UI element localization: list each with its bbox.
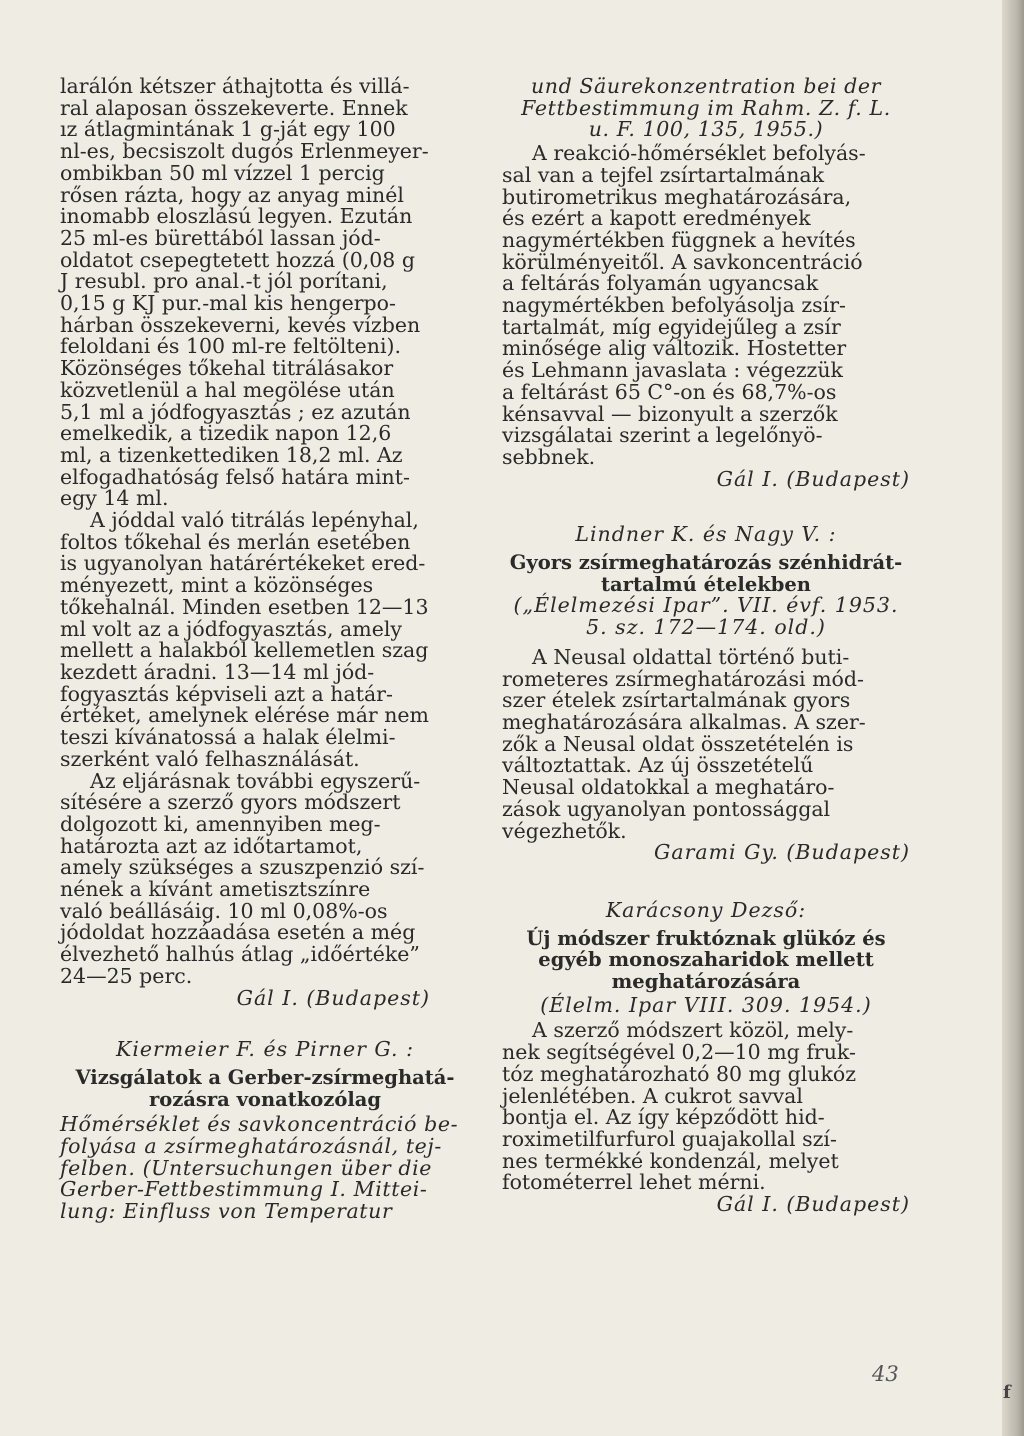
- text-line: értéket, amelynek elérése már nem: [60, 703, 429, 728]
- text-line: feloldani és 100 ml-re feltölteni).: [60, 334, 402, 359]
- text-line: közvetlenül a hal megölése után: [60, 377, 395, 402]
- subtitle-temperature-acid: [60, 1114, 470, 1223]
- text-line: nagymértékben befolyásolja zsír-: [502, 293, 846, 318]
- margin-mark: f: [1003, 1382, 1011, 1403]
- text-line: 5,1 ml a jódfogyasztás ; ez azután: [60, 399, 411, 424]
- text-line: dolgozott ki, amennyiben meg-: [60, 811, 381, 836]
- authors-kiermeier-pirner: Kiermeier F. és Pirner G. :: [116, 1037, 414, 1062]
- text-line: larálón kétszer áthajtotta és villá-: [60, 74, 410, 98]
- text-line: szerként való felhasználását.: [60, 746, 360, 771]
- text-line: tőkehalnál. Minden esetben 12—13: [60, 594, 429, 619]
- fish-freshness-para2: [60, 510, 470, 770]
- text-line: meghatározására: [611, 970, 801, 994]
- neusal-abstract-text: [502, 644, 910, 843]
- text-line: sítésére a szerző gyors módszert: [60, 790, 401, 815]
- text-line: mellett a halakból kellemetlen szag: [60, 638, 429, 663]
- text-line: und Säurekonzentration bei der: [530, 74, 882, 98]
- source-elelmezesi-ipar: [502, 595, 910, 638]
- text-line: ombikban 50 ml vízzel 1 percig: [60, 160, 385, 185]
- text-line: egyéb monoszaharidok mellett: [538, 948, 874, 972]
- fish-freshness-para3: [60, 768, 470, 988]
- fructose-abstract-text: [502, 1020, 910, 1194]
- signature-gal-2: Gál I. (Budapest): [716, 466, 910, 491]
- text-line: nl-es, becsiszolt dugós Erlenmeyer-: [60, 139, 429, 164]
- text-line: Új módszer fruktóznak glükóz és: [526, 926, 886, 950]
- text-line: rometeres zsírmeghatározási mód-: [502, 666, 864, 691]
- text-line: Gyors zsírmeghatározás szénhidrát-: [509, 551, 903, 575]
- text-line: Fettbestimmung im Rahm. Z. f. L.: [521, 95, 891, 120]
- text-line: roximetilfurfurol guajakollal szí-: [502, 1126, 837, 1151]
- text-line: sebbnek.: [502, 444, 596, 469]
- text-line: élvezhető halhús átlag „időértéke”: [60, 942, 420, 967]
- text-line: való beállásáig. 10 ml 0,08%-os: [60, 898, 388, 923]
- text-line: zások ugyanolyan pontossággal: [502, 796, 831, 821]
- text-line: A jóddal való titrálás lepényhal,: [90, 508, 419, 533]
- text-line: ml, a tizenkettediken 18,2 ml. Az: [60, 442, 403, 467]
- text-line: ız átlagmintának 1 g-ját egy 100: [60, 117, 396, 142]
- text-line: A szerző módszert közöl, mely-: [532, 1018, 854, 1043]
- text-line: a feltárás folyamán ugyancsak: [502, 271, 819, 296]
- text-line: elfogadhatóság felső határa mint-: [60, 464, 410, 489]
- text-line: folyása a zsírmeghatározásnál, tej-: [60, 1134, 442, 1159]
- text-line: a feltárást 65 C°-on és 68,7%-os: [502, 379, 837, 404]
- text-line: butirometrikus meghatározására,: [502, 184, 852, 209]
- text-line: emelkedik, a tizedik napon 12,6: [60, 421, 392, 446]
- title-fructose-method: [502, 928, 910, 993]
- text-line: 5. sz. 172—174. old.): [586, 615, 826, 640]
- text-line: jelenlétében. A cukrot savval: [502, 1083, 803, 1108]
- text-line: 25 ml-es bürettából lassan jód-: [60, 225, 381, 250]
- authors-lindner-nagy: Lindner K. és Nagy V. :: [575, 522, 837, 547]
- text-line: Az eljárásnak további egyszerű-: [90, 768, 421, 793]
- page-number: 43: [872, 1362, 899, 1386]
- text-line: sal van a tejfel zsírtartalmának: [502, 162, 825, 187]
- text-line: fogyasztás képviseli azt a határ-: [60, 681, 393, 706]
- text-line: amely szükséges a szuszpenzió szí-: [60, 855, 425, 880]
- text-line: zők a Neusal oldat összetételén is: [502, 731, 854, 756]
- text-line: A reakció-hőmérséklet befolyás-: [532, 141, 866, 166]
- text-line: nes termékké kondenzál, melyet: [502, 1148, 839, 1173]
- gerber-abstract-text: [502, 143, 910, 469]
- text-line: kénsavval — bizonyult a szerzők: [502, 401, 838, 426]
- text-line: Neusal oldatokkal a meghatáro-: [502, 775, 835, 800]
- text-line: Vizsgálatok a Gerber-zsírmeghatá-: [75, 1065, 455, 1089]
- text-line: meghatározására alkalmas. A szer-: [502, 709, 866, 734]
- text-line: teszi kívánatossá a halak élelmi-: [60, 725, 396, 750]
- text-line: Hőmérséklet és savkoncentráció be-: [60, 1112, 459, 1137]
- author-karacsony: Karácsony Dezső:: [605, 897, 807, 922]
- text-line: is ugyanolyan határértékeket ered-: [60, 551, 426, 576]
- text-line: változtattak. Az új összetételű: [502, 753, 814, 778]
- text-line: felben. (Untersuchungen über die: [60, 1155, 432, 1180]
- text-line: fotométerrel lehet mérni.: [502, 1170, 766, 1195]
- signature-gal-1: Gál I. (Budapest): [236, 985, 430, 1010]
- title-rapid-fat-determination: [502, 552, 910, 595]
- text-line: A Neusal oldattal történő buti-: [532, 644, 850, 669]
- title-gerber-fat-test: [60, 1067, 470, 1110]
- text-line: inomabb eloszlású legyen. Ezután: [60, 204, 413, 229]
- text-line: és ezért a kapott eredmények: [502, 206, 811, 231]
- source-elelm-ipar: (Élelm. Ipar VIII. 309. 1954.): [540, 992, 872, 1017]
- text-line: ml volt az a jódfogyasztás, amely: [60, 616, 402, 641]
- text-line: jódoldat hozzáadása esetén a még: [60, 920, 416, 945]
- text-line: végezhetők.: [502, 818, 627, 843]
- text-line: („Élelmezési Ipar”. VII. évf. 1953.: [513, 593, 899, 618]
- text-line: körülményeitől. A savkoncentráció: [502, 249, 863, 274]
- signature-garami: Garami Gy. (Budapest): [653, 840, 910, 865]
- text-line: tartalmát, míg egyidejűleg a zsír: [502, 314, 841, 339]
- text-line: u. F. 100, 135, 1955.): [588, 117, 824, 142]
- text-line: rősen rázta, hogy az anyag minél: [60, 182, 404, 207]
- text-line: kezdett áradni. 13—14 ml jód-: [60, 659, 375, 684]
- text-line: nének a kívánt ametisztszínre: [60, 877, 371, 902]
- left-column: [60, 76, 470, 1223]
- text-line: rozásra vonatkozólag: [148, 1087, 382, 1111]
- text-line: Közönséges tőkehal titrálásakor: [60, 356, 394, 381]
- text-line: minősége alig változik. Hostetter: [502, 336, 847, 361]
- text-line: tóz meghatározható 80 mg glukóz: [502, 1061, 857, 1086]
- text-line: tartalmú ételekben: [601, 572, 811, 596]
- text-line: 24—25 perc.: [60, 963, 193, 988]
- text-line: lung: Einfluss von Temperatur: [60, 1199, 393, 1224]
- text-line: hárban összekeverni, kevés vízben: [60, 312, 421, 337]
- text-line: J resubl. pro anal.-t jól porítani,: [60, 269, 388, 294]
- fish-freshness-text: [60, 76, 470, 510]
- text-line: Gerber-Fettbestimmung I. Mittei-: [60, 1177, 428, 1202]
- text-line: oldatot csepegtetett hozzá (0,08 g: [60, 247, 415, 272]
- page-edge-shadow: [1002, 0, 1024, 1436]
- text-line: határozta azt az időtartamot,: [60, 833, 363, 858]
- right-column: [502, 76, 910, 1216]
- text-line: nek segítségével 0,2—10 mg fruk-: [502, 1040, 856, 1065]
- subtitle-continued: [502, 76, 910, 141]
- text-line: 0,15 g KJ pur.-mal kis hengerpo-: [60, 291, 396, 316]
- text-line: nagymértékben függnek a hevítés: [502, 227, 856, 252]
- text-line: vizsgálatai szerint a legelőnyö-: [502, 423, 823, 448]
- text-line: bontja el. Az így képződött hid-: [502, 1105, 825, 1130]
- text-line: ményezett, mint a közönséges: [60, 573, 374, 598]
- signature-gal-3: Gál I. (Budapest): [716, 1192, 910, 1217]
- text-line: ral alaposan összekeverte. Ennek: [60, 95, 408, 120]
- text-line: egy 14 ml.: [60, 486, 169, 511]
- text-line: szer ételek zsírtartalmának gyors: [502, 688, 851, 713]
- text-line: foltos tőkehal és merlán esetében: [60, 529, 411, 554]
- text-line: és Lehmann javaslata : végezzük: [502, 358, 843, 383]
